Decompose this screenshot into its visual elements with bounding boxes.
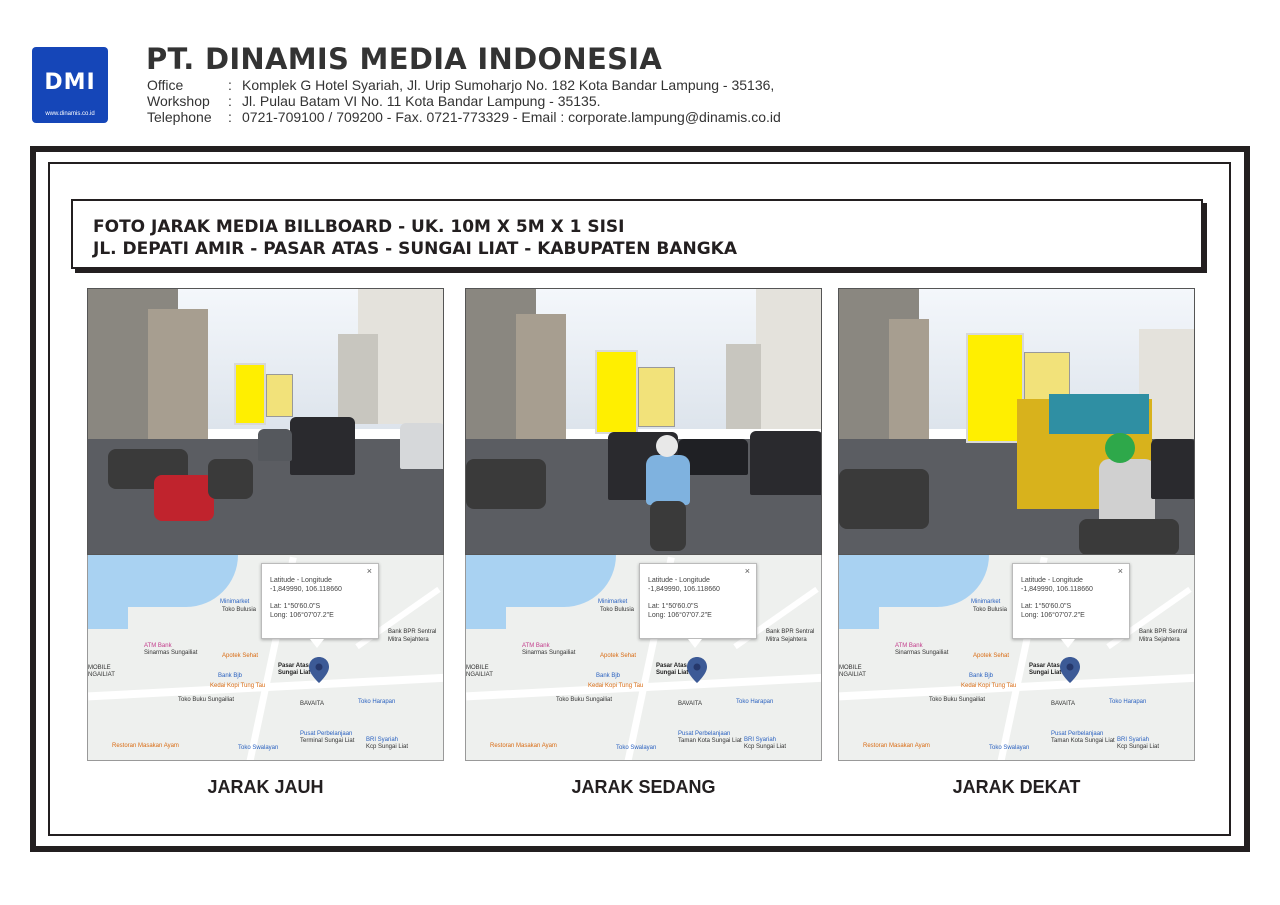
title-box: [71, 199, 1203, 269]
contact-value: Jl. Pulau Batam VI No. 11 Kota Bandar Lampung - 35135.: [242, 93, 601, 109]
location-map: Minimarket Toko Bulusia Bank BPR Sentral Mitra Sejahtera ATM Bank Sinarmas Sungailiat Apotek Sehat Pasar Atas Sungai Liat Bank Bjb Kedai Kopi Tung Tau MOBILE NGAILIAT Toko Buku Sungailiat BAVAITA Toko Harapan Pusat Perbelanjaan Taman Kota Sungai Liat BRI Syariah Kcp Sungai Liat Toko Swalayan Restoran Masakan Ayam × Latitude - Longitude -1,849990, 106.118660 Lat: 1°50'60.0"S Long: 106°07'07.2"E: [465, 555, 822, 761]
company-logo: [32, 47, 108, 123]
street-photo: [87, 288, 444, 555]
street-photo: [838, 288, 1195, 555]
billboard-highlight: [234, 363, 266, 425]
close-icon[interactable]: ×: [1117, 566, 1123, 576]
billboard-highlight: [595, 350, 638, 434]
contact-row-office: Office : Komplek G Hotel Syariah, Jl. Urip Sumoharjo No. 182 Kota Bandar Lampung - 35136,: [147, 77, 775, 93]
coordinate-popup: × Latitude - Longitude -1,849990, 106.118660 Lat: 1°50'60.0"S Long: 106°07'07.2"E: [261, 563, 379, 639]
logo-url: www.dinamis.co.id: [45, 111, 95, 117]
map-pin-icon: [1060, 657, 1080, 683]
logo-text: DMI: [44, 70, 96, 95]
map-pin-icon: [309, 657, 329, 683]
company-name: PT. DINAMIS MEDIA INDONESIA: [146, 42, 663, 76]
billboard-highlight: [966, 333, 1024, 443]
panel-caption: JARAK JAUH: [207, 777, 324, 797]
title-line-1: FOTO JARAK MEDIA BILLBOARD - UK. 10M X 5M X 1 SISI: [93, 217, 625, 237]
coordinate-popup: × Latitude - Longitude -1,849990, 106.118660 Lat: 1°50'60.0"S Long: 106°07'07.2"E: [639, 563, 757, 639]
contact-value: Komplek G Hotel Syariah, Jl. Urip Sumoharjo No. 182 Kota Bandar Lampung - 35136,: [242, 77, 775, 93]
close-icon[interactable]: ×: [366, 566, 372, 576]
title-line-2: JL. DEPATI AMIR - PASAR ATAS - SUNGAI LIAT - KABUPATEN BANGKA: [93, 239, 738, 259]
contact-row-telephone: Telephone : 0721-709100 / 709200 - Fax. 0721-773329 - Email : corporate.lampung@dinamis.co.id: [147, 109, 781, 125]
panel-jarak-sedang: [465, 288, 822, 798]
contact-label: Office: [147, 77, 184, 93]
contact-row-workshop: Workshop : Jl. Pulau Batam VI No. 11 Kota Bandar Lampung - 35135.: [147, 93, 601, 109]
contact-block: [147, 77, 781, 125]
contact-label: Telephone: [147, 109, 212, 125]
panel-jarak-dekat: [838, 288, 1195, 798]
coordinate-popup: × Latitude - Longitude -1,849990, 106.118660 Lat: 1°50'60.0"S Long: 106°07'07.2"E: [1012, 563, 1130, 639]
close-icon[interactable]: ×: [744, 566, 750, 576]
location-map: Minimarket Toko Bulusia Bank BPR Sentral Mitra Sejahtera ATM Bank Sinarmas Sungailiat Apotek Sehat Pasar Atas Sungai Liat Bank Bjb Kedai Kopi Tung Tau MOBILE NGAILIAT Toko Buku Sungailiat BAVAITA Toko Harapan Pusat Perbelanjaan Terminal Sungai Liat BRI Syariah Kcp Sungai Liat Toko Swalayan Restoran Masakan Ayam × Latitude - Longitude -1,849990, 106.118660 Lat: 1°50'60.0"S Long: 106°07'07.2"E: [87, 555, 444, 761]
contact-label: Workshop: [147, 93, 210, 109]
panel-jarak-jauh: [87, 288, 444, 798]
panel-caption: JARAK SEDANG: [571, 777, 716, 797]
panel-caption: JARAK DEKAT: [952, 777, 1081, 797]
map-pin-icon: [687, 657, 707, 683]
street-photo: [465, 288, 822, 555]
location-map: Minimarket Toko Bulusia Bank BPR Sentral Mitra Sejahtera ATM Bank Sinarmas Sungailiat Apotek Sehat Pasar Atas Sungai Liat Bank Bjb Kedai Kopi Tung Tau MOBILE NGAILIAT Toko Buku Sungailiat BAVAITA Toko Harapan Pusat Perbelanjaan Taman Kota Sungai Liat BRI Syariah Kcp Sungai Liat Toko Swalayan Restoran Masakan Ayam × Latitude - Longitude -1,849990, 106.118660 Lat: 1°50'60.0"S Long: 106°07'07.2"E: [838, 555, 1195, 761]
contact-value: 0721-709100 / 709200 - Fax. 0721-773329 - Email : corporate.lampung@dinamis.co.id: [242, 109, 781, 125]
